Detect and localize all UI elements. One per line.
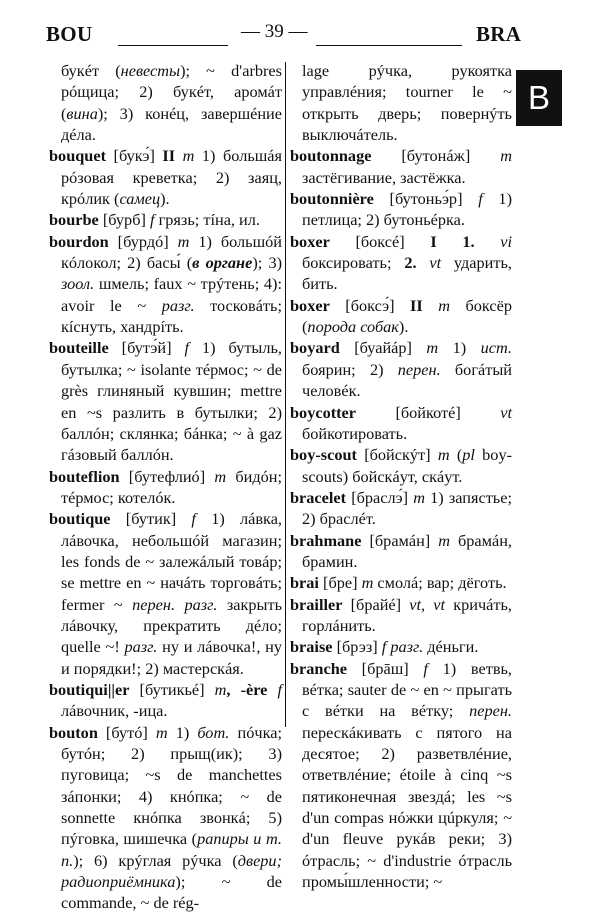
headword: boutiqui||er <box>49 679 130 699</box>
header-rule-right <box>316 45 462 46</box>
column-divider <box>285 62 286 727</box>
left-guide-word: BOU <box>46 22 93 46</box>
headword: bourbe <box>49 210 99 230</box>
headword: bouteflion <box>49 466 120 486</box>
headword: boxer <box>290 295 330 315</box>
headword: bouteille <box>49 338 109 358</box>
entry-boxer-2: boxer [боксэ́] II m боксёр (порода собак). <box>290 295 513 337</box>
entry-boutiquier: boutiqui||er [бутикьé] m, -ère f лáвочник, -ица. <box>49 679 282 721</box>
entry-bourbe: bourbe [бурб] f грязь; тíна, ил. <box>49 210 260 230</box>
entry-brailler: brailler [брайé] vt, vt кричáть, горлáнить. <box>290 594 513 635</box>
column-left <box>49 60 282 914</box>
headword: boutonnière <box>290 189 374 209</box>
entry-boutique: boutique [бутик] f 1) лáвка, лáвочка, небольшóй магазин; les fonds de ~ залежáлый товáр; se mettre en ~ начáть торговáть; fermer ~ перен. разг. закрыть лáвочку, прекратить дéло; quelle ~! разг. ну и лáвочка!, ну и порядки!; 2) мастерскáя. <box>49 509 283 678</box>
headword: boxer <box>290 231 330 251</box>
entry-bouton: bouton [бутó] m 1) бот. пóчка; бутóн; 2) прыщ(ик); 3) пуговица; ~s de manchettes зáпонки; 4) кнóпка; ~ de sonnette кнóпка звонкá; 5) пýговка, шишечка (рапиры и т. п.); 6) крýглая рýчка (двери; радиоприёмника); ~ de commande, ~ de rég- <box>49 722 282 913</box>
entry-branche: branche [брāш] f 1) ветвь, вéтка; sauter de ~ en ~ прыгать с вéтки на вéтку; перен. перескáкивать с пятого на десятое; 2) разветвлéние, ответвлéние; étoile à cinq ~s пятиконечная звездá; les ~s d'un compas нóжки цúркуля; ~ d'un fleuve рукáв реки; 3) óтрасль; ~ d'industrie óтрасль промы́шленности; ~ <box>290 658 512 892</box>
headword: bouton <box>49 722 98 742</box>
entry-braise: braise [брэз] f разг. дéньги. <box>290 637 479 657</box>
entry-bouquet: bouquet [букэ́] II m 1) большáя рóзовая креветка; 2) заяц, крóлик (самец). <box>49 146 282 209</box>
headword: boyard <box>290 338 340 358</box>
entry-boutonnage: boutonnage [бутонáж] m застёгивание, застёжка. <box>290 146 512 187</box>
right-guide-word: BRA <box>476 22 522 46</box>
continued-entry: lage рýчка, рукоятка управлéния; tourner le ~ открыть дверь; повернýть выключáтель. <box>302 61 512 145</box>
headword: boy-scout <box>290 445 357 465</box>
headword: boycotter <box>290 402 356 422</box>
letter-thumb-tab: B <box>516 70 562 126</box>
headword: bourdon <box>49 231 109 251</box>
page-number: — 39 — <box>241 21 308 42</box>
headword: brahmane <box>290 530 362 550</box>
entry-brahmane: brahmane [брамáн] m брамáн, брамин. <box>290 530 512 571</box>
headword: bouquet <box>49 146 107 166</box>
entry-brai: brai [бре] m смолá; вар; дёготь. <box>290 573 507 593</box>
entry-bouteille: bouteille [бутэ́й] f 1) бутыль, бутылка; ~ isolante тéрмос; ~ de grès глиняный кувшин; mettre en ~s разлить в бутылки; 2) баллóн; склянка; бáнка; ~ à gaz гáзовый баллóн. <box>49 338 282 465</box>
entry-boyard: boyard [буайáр] m 1) ист. боярин; 2) перен. богáтый человéк. <box>290 338 512 401</box>
entry-boxer-1: boxer [боксé] I 1. vi боксировать; 2. vt ударить, бить. <box>290 231 512 294</box>
page-header <box>0 0 600 60</box>
headword: boutique <box>49 509 111 529</box>
headword: bracelet <box>290 487 347 507</box>
header-rule-left <box>118 45 228 46</box>
entry-boy-scout: boy-scout [бойскýт] m (pl boy-scouts) бойскáут, скáут. <box>290 445 513 486</box>
headword: branche <box>290 658 347 678</box>
headword: boutonnage <box>290 146 372 166</box>
entry-bourdon: bourdon [бурдó] m 1) большóй кóлокол; 2) басы́ (в органе); 3) зоол. шмель; faux ~ трýтень; 4): avoir le ~ разг. тосковáть; кíснуть, хандрíть. <box>49 231 283 337</box>
headword: brai <box>290 573 319 593</box>
entry-boycotter: boycotter [бойкотé] vt бойкотировать. <box>290 402 512 443</box>
entry-bracelet: bracelet [браслэ́] m 1) запястье; 2) браслéт. <box>290 487 512 529</box>
headword: braise <box>290 637 333 657</box>
column-right <box>290 60 512 892</box>
continued-entry: букéт (невесты); ~ d'arbres рóщица; 2) букéт, аромáт (вина); 3) конéц, завершéние дéла. <box>61 61 282 145</box>
headword: brailler <box>290 594 343 614</box>
entry-bouteflion: bouteflion [бутефлиó] m бидóн; тéрмос; котелóк. <box>49 466 282 507</box>
entry-boutonniere: boutonnière [бутоньэ́р] f 1) петлица; 2) бутоньéрка. <box>290 189 512 230</box>
